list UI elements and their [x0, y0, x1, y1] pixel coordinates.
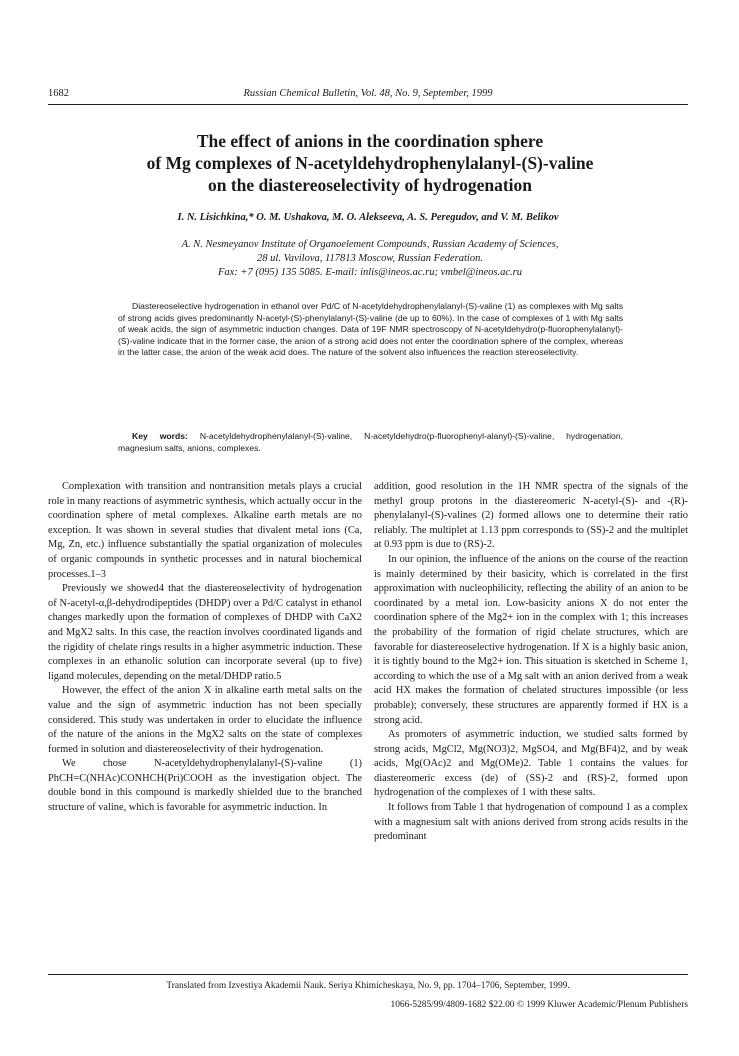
body-column-right — [374, 480, 688, 845]
paragraph: Previously we showed4 that the diastereoselectivity of hydrogenation of N-acetyl-α,β-dehydrodipeptides (DHDP) over a Pd/C catalyst in ethanol changes markedly upon the formation of complexes of DHDP with CaX2 and MgX2 salts. In this case, the reaction involves coordinated ligands and the rigidity of chelate rings results in a higher asymmetric induction. These complexes in an ethanolic solution can incorporate several (up to five) ligand molecules, depending on the metal/DHDP ratio.5 — [48, 583, 362, 682]
author-list: I. N. Lisichkina,* O. M. Ushakova, M. O. Alekseeva, A. S. Peregudov, and V. M. Belikov — [177, 212, 559, 223]
paragraph: As promoters of asymmetric induction, we studied salts formed by strong acids, MgCl2, Mg(NO3)2, MgSO4, and Mg(BF4)2, and by weak acids, Mg(OAc)2 and Mg(OMe)2. Table 1 contains the values for diastereomeric excess (de) of (SS)-2 and (RS)-2, formed upon hydrogenation of the complexes of 1 with these salts. — [374, 729, 688, 799]
affiliation-line-2: 28 ul. Vavilova, 117813 Moscow, Russian Federation. — [257, 253, 483, 264]
paragraph: Complexation with transition and nontransition metals plays a crucial role in many reactions of asymmetric synthesis, which actually occur in the coordination sphere of metal complexes. Alkaline earth metals are no exception. It was shown in several studies that divalent metal ions (Ca, Mg, Zn, etc.) influence substantially the spatial organization of molecules of organic compounds in synthetic processes and in natural biochemical processes.1–3 — [48, 481, 362, 580]
body-column-left — [48, 480, 362, 816]
paragraph: It follows from Table 1 that hydrogenation of compound 1 as a complex with a magnesium salt with anions derived from strong acids results in the predominant — [374, 802, 688, 843]
journal-citation: Russian Chemical Bulletin, Vol. 48, No. 9, September, 1999 — [243, 88, 493, 99]
translation-note: Translated from Izvestiya Akademii Nauk. Seriya Khimicheskaya, No. 9, pp. 1704–1706, September, 1999. — [166, 981, 570, 991]
keywords-label: Key words: — [132, 431, 188, 441]
paragraph: However, the effect of the anion X in alkaline earth metal salts on the value and the sign of asymmetric induction has not been specially considered. This study was undertaken in order to elucidate the influence of the nature of the anions in the MgX2 salts on the state of complexes formed in solution and diastereoselectivity of their hydrogenation. — [48, 685, 362, 755]
paragraph: We chose N-acetyldehydrophenylalanyl-(S)-valine (1) PhCH=C(NHAc)CONHCH(Pri)COOH as the investigation object. The double bond in this compound is markedly shielded due to the branched structure of valine, which is favorable for asymmetric induction. In — [48, 758, 362, 814]
keywords-text: N-acetyldehydrophenylalanyl-(S)-valine, N-acetyldehydro(p-fluorophenyl-alanyl)-(S)-valine, hydrogenation, magnesium salts, anions, complexes. — [118, 431, 623, 453]
paragraph: addition, good resolution in the 1H NMR spectra of the signals of the methyl group protons in the diastereomeric N-acetyl-(S)- and -(R)-phenylalanyl-(S)-valines (2) formed allows one to determine their ratio reliably. The multiplet at 1.13 ppm corresponds to (SS)-2 and the multiplet at 0.93 ppm is due to (RS)-2. — [374, 481, 688, 551]
paragraph: In our opinion, the influence of the anions on the course of the reaction is mainly determined by their basicity, which is correlated in the first approximation with nucleophilicity, reflecting the ability of an anion to be coordinated by a metal ion. Low-basicity anions X do not enter the coordination sphere of the Mg2+ ion in the complex with 1; this increases the probability of the formation of rigid chelate structures, which are favorable for diastereoselective hydrogenation. If X is a highly basic anion, it is tightly bound to the Mg2+ ion. This situation is sketched in Scheme 1, according to which the use of a Mg salt with an anion derived from a weak acid HX makes the formation of chelated structures impossible (or less probable); conversely, these structures are apparently formed if HX is a strong acid. — [374, 553, 688, 726]
running-head — [48, 88, 688, 102]
footer-rule — [48, 974, 688, 975]
abstract: Diastereoselective hydrogenation in ethanol over Pd/C of N-acetyldehydrophenylalanyl-(S)-valine (1) as complexes with Mg salts of strong acids gives predominantly N-acetyl-(S)-phenylalanyl-(S)-valine (de up to 60%). In the case of complexes of 1 with Mg salts of weak acids, the sign of asymmetric induction changes. Data of 19F NMR spectroscopy of N-acetyldehydro(p-fluorophenylalanyl)-(S)-valine indicate that in the former case, the anion of a strong acid does not enter the coordination sphere of the complex, whereas in the latter case, the anion of the weak acid does. The nature of the solvent also influences the reaction stereoselectivity. — [118, 301, 623, 358]
keywords — [118, 431, 623, 454]
article-title — [60, 130, 680, 196]
issn-line: 1066-5285/99/4809-1682 $22.00 © 1999 Kluwer Academic/Plenum Publishers — [390, 1000, 688, 1010]
title-line-2: of Mg complexes of N-acetyldehydrophenylalanyl-(S)-valine — [146, 153, 594, 173]
affiliation — [100, 238, 640, 280]
title-line-1: The effect of anions in the coordination sphere — [196, 131, 544, 151]
page-number: 1682 — [48, 88, 69, 99]
affiliation-line-3: Fax: +7 (095) 135 5085. E-mail: inlis@ineos.ac.ru; vmbel@ineos.ac.ru — [217, 267, 523, 278]
affiliation-line-1: A. N. Nesmeyanov Institute of Organoelement Compounds, Russian Academy of Sciences, — [181, 239, 559, 250]
title-line-3: on the diastereoselectivity of hydrogenation — [207, 175, 533, 195]
header-rule — [48, 104, 688, 105]
